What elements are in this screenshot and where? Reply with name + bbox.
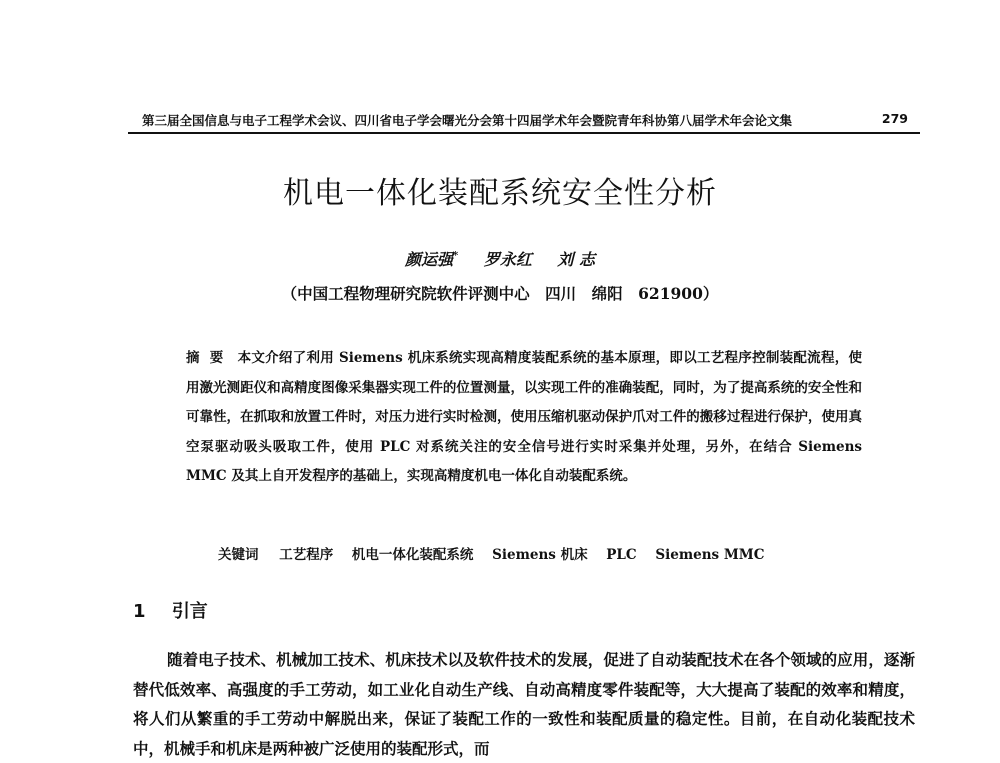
abstract-label: 摘要 <box>186 350 234 366</box>
affiliation: （中国工程物理研究院软件评测中心 四川 绵阳 621900） <box>281 284 719 303</box>
paper-title: 机电一体化装配系统安全性分析 <box>283 176 717 211</box>
author-mark: * <box>453 250 459 262</box>
body-paragraph: 随着电子技术、机械加工技术、机床技术以及软件技术的发展，促进了自动装配技术在各个领域的应用，逐渐替代低效率、高强度的手工劳动，如工业化自动生产线、自动高精度零件装配等，大大提高了装配的效率和精度，将人们从繁重的手工劳动中解脱出来，保证了装配工作的一致性和装配质量的稳定性。目前，在自动化装配技术中，机械手和机床是两种被广泛使用的装配形式，而 <box>133 650 915 758</box>
keyword-item: Siemens MMC <box>655 547 765 563</box>
abstract-text: 本文介绍了利用 Siemens 机床系统实现高精度装配系统的基本原理，即以工艺程序控制装配流程，使用激光测距仪和高精度图像采集器实现工件的位置测量，以实现工件的准确装配，同时，为了提高系统的安全性和可靠性，在抓取和放置工件时，对压力进行实时检测，使用压缩机驱动保护爪对工件的搬移过程进行保护，使用真空泵驱动吸头吸取工件，使用 PLC 对系统关注的安全信号进行实时采集并处理，另外，在结合 Siemens MMC 及其上自开发程序的基础上，实现高精度机电一体化自动装配系统。 <box>186 350 863 484</box>
section-title: 引言 <box>171 601 208 622</box>
page-number: 279 <box>881 111 908 126</box>
author-name: 颜运强* <box>405 250 459 269</box>
keywords <box>218 543 878 563</box>
keyword-item: Siemens 机床 <box>492 547 588 563</box>
keyword-item: 机电一体化装配系统 <box>351 547 474 563</box>
abstract <box>186 344 862 492</box>
author-list <box>0 247 1000 270</box>
running-header <box>128 110 920 134</box>
author-name: 刘 志 <box>557 250 595 269</box>
keywords-label: 关键词 <box>218 547 259 563</box>
section-number: 1 <box>133 601 146 622</box>
author-name: 罗永红 <box>483 250 532 269</box>
keyword-item: 工艺程序 <box>279 547 334 563</box>
section-heading <box>133 597 208 623</box>
running-title: 第三届全国信息与电子工程学术会议、四川省电子学会曙光分会第十四届学术年会暨院青年科协第八届学术年会论文集 <box>142 113 793 128</box>
keyword-item: PLC <box>606 547 637 563</box>
